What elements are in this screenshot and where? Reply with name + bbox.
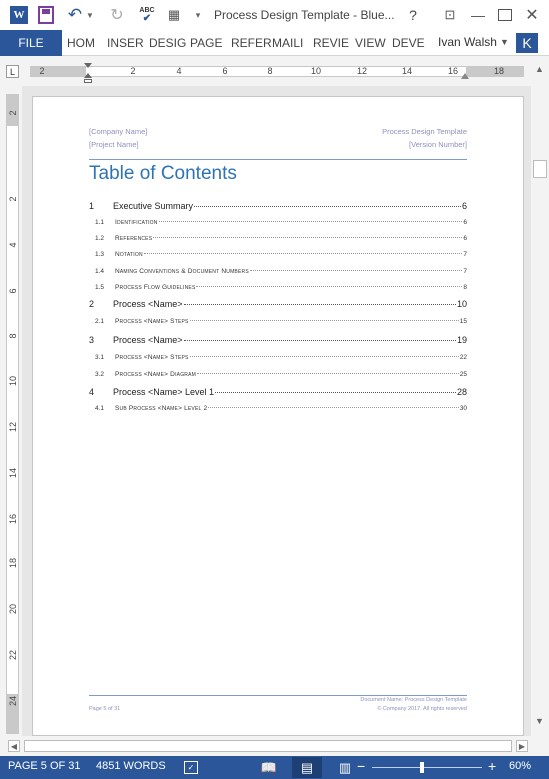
zoom-out-button[interactable]: −: [357, 758, 366, 774]
toc-entry-page: 25: [459, 371, 467, 378]
ruler-tick-label: 2: [130, 66, 136, 76]
toc-entry[interactable]: [89, 387, 467, 397]
tab-stop-selector[interactable]: L: [6, 65, 19, 78]
scroll-right-icon[interactable]: ▶: [516, 740, 528, 752]
toc-entry[interactable]: [89, 284, 467, 291]
toc-entry-title: Process <Name>: [113, 335, 183, 345]
page-count-status[interactable]: PAGE 5 OF 31: [8, 760, 81, 772]
toc-entry-title: Sub Process <Name> Level 2: [115, 405, 208, 412]
read-mode-view-icon[interactable]: 📖: [260, 759, 278, 775]
toc-heading[interactable]: Table of Contents: [89, 163, 237, 184]
maximize-button[interactable]: [498, 9, 512, 21]
horizontal-ruler[interactable]: [30, 66, 524, 77]
ruler-tick-label: 4: [176, 66, 182, 76]
toc-entry-title: Process <Name> Steps: [115, 318, 189, 325]
toc-entry[interactable]: [89, 405, 467, 412]
toc-leader: [197, 373, 459, 374]
footer-document-name[interactable]: Document Name: Process Design Template: [360, 697, 467, 703]
zoom-slider-thumb[interactable]: [420, 762, 424, 773]
ruler-tick-label: 18: [493, 66, 505, 76]
user-name[interactable]: Ivan Walsh: [438, 35, 497, 49]
toc-leader: [194, 206, 461, 207]
tab-home[interactable]: HOM: [67, 36, 95, 50]
word-app-icon[interactable]: W: [10, 6, 28, 24]
first-line-indent-marker[interactable]: [84, 63, 92, 68]
toc-entry-number: 1: [89, 201, 95, 211]
horizontal-scrollbar[interactable]: [0, 736, 549, 756]
spelling-check-icon[interactable]: ABC ✔: [139, 7, 155, 24]
zoom-level[interactable]: 60%: [509, 760, 532, 772]
toc-entry[interactable]: [89, 268, 467, 275]
toc-entry-page: 10: [456, 299, 467, 309]
tab-page-layout[interactable]: PAGE: [190, 36, 223, 50]
print-layout-icon[interactable]: ▦: [167, 7, 181, 22]
toc-entry-title: Naming Conventions & Document Numbers: [115, 268, 249, 275]
minimize-button[interactable]: —: [471, 7, 485, 23]
ruler-tick-label: 8: [8, 333, 18, 339]
toc-leader: [190, 356, 459, 357]
toc-entry[interactable]: [89, 318, 467, 325]
toc-entry-title: Notation: [115, 251, 143, 258]
ruler-tick-label: 2: [8, 196, 18, 202]
toc-leader: [215, 392, 456, 393]
toc-entry-title: Process <Name>: [113, 299, 183, 309]
toc-entry-page: 15: [459, 318, 467, 325]
ruler-tick-label: 10: [310, 66, 322, 76]
header-document-name[interactable]: Process Design Template: [382, 127, 467, 136]
toc-entry-number: 4: [89, 387, 95, 397]
toc-leader: [184, 304, 456, 305]
user-dropdown-icon[interactable]: ▼: [500, 37, 509, 47]
toc-entry-page: 8: [463, 284, 467, 291]
toc-entry-page: 6: [463, 235, 467, 242]
word-count-status[interactable]: 4851 WORDS: [96, 760, 166, 772]
header-rule: [89, 159, 467, 160]
toc-entry[interactable]: [89, 335, 467, 345]
quick-access-dropdown-icon[interactable]: ▾: [195, 9, 201, 20]
ribbon-display-options-icon[interactable]: ⊡: [444, 7, 456, 22]
ruler-tick-label: 16: [8, 513, 18, 524]
toc-entry-number: 3.2: [95, 371, 105, 378]
hanging-indent-marker[interactable]: [84, 73, 92, 78]
toc-entry-page: 7: [463, 268, 467, 275]
toc-entry-number: 1.5: [95, 284, 105, 291]
horizontal-scroll-thumb[interactable]: [24, 740, 512, 752]
toc-entry-page: 30: [459, 405, 467, 412]
toc-entry[interactable]: [89, 371, 467, 378]
tab-insert[interactable]: INSER: [107, 36, 144, 50]
vertical-ruler[interactable]: [6, 94, 19, 734]
toc-entry-number: 2.1: [95, 318, 105, 325]
toc-entry[interactable]: [89, 201, 467, 211]
toc-entry[interactable]: [89, 299, 467, 309]
toc-leader: [190, 320, 459, 321]
toc-leader: [144, 253, 463, 254]
toc-entry-number: 1.3: [95, 251, 105, 258]
undo-dropdown-icon[interactable]: ▼: [86, 10, 94, 20]
footer-page-number[interactable]: Page 5 of 31: [89, 706, 121, 712]
tab-references[interactable]: REFER: [231, 36, 272, 50]
ruler-tick-label: 2: [8, 110, 18, 116]
right-indent-marker[interactable]: [461, 73, 469, 79]
toc-entry-number: 4.1: [95, 405, 105, 412]
scroll-down-icon[interactable]: ▼: [535, 716, 544, 726]
toc-entry[interactable]: [89, 219, 467, 226]
ruler-tick-label: 6: [8, 288, 18, 294]
footer-copyright[interactable]: © Company 2017. All rights reserved: [377, 706, 467, 712]
toc-entry-title: References: [115, 235, 153, 242]
toc-leader: [184, 340, 456, 341]
toc-leader: [250, 270, 463, 271]
ruler-tick-label: 24: [8, 695, 18, 706]
ruler-tick-label: 6: [222, 66, 228, 76]
close-button[interactable]: ✕: [525, 7, 539, 24]
window-title: Process Design Template - Blue...: [214, 8, 395, 22]
toc-entry-number: 1.2: [95, 235, 105, 242]
scroll-left-icon[interactable]: ◀: [8, 740, 20, 752]
toc-entry-title: Process <Name> Diagram: [115, 371, 197, 378]
ruler-tick-label: 8: [267, 66, 273, 76]
title-bar: [0, 0, 549, 30]
ruler-tick-label: 14: [401, 66, 413, 76]
ribbon-tab-bar: [0, 30, 549, 56]
zoom-slider[interactable]: [372, 767, 482, 768]
toc-entry-number: 3: [89, 335, 95, 345]
toc-entry-page: 22: [459, 354, 467, 361]
header-version-number[interactable]: [Version Number]: [409, 140, 467, 149]
toc-entry-number: 3.1: [95, 354, 105, 361]
tab-review[interactable]: REVIE: [313, 36, 350, 50]
ruler-row: [0, 56, 549, 86]
tab-mailings[interactable]: MAILI: [272, 36, 304, 50]
toc-entry-number: 1.1: [95, 219, 105, 226]
toc-entry-title: Identification: [115, 219, 158, 226]
undo-icon[interactable]: ↶: [67, 5, 83, 24]
toc-leader: [196, 286, 462, 287]
toc-entry-title: Executive Summary: [113, 201, 194, 211]
toc-entry[interactable]: [89, 251, 467, 258]
save-icon[interactable]: [38, 6, 54, 24]
toc-entry-page: 6: [463, 219, 467, 226]
web-layout-view-icon[interactable]: ▥: [338, 759, 352, 775]
tab-view[interactable]: VIEW: [355, 36, 386, 50]
ruler-tick-label: 12: [356, 66, 368, 76]
ruler-tick-label: 22: [8, 649, 18, 660]
help-button[interactable]: ?: [409, 7, 417, 23]
toc-entry-page: 19: [456, 335, 467, 345]
ruler-tick-label: 20: [8, 603, 18, 614]
toc-entry[interactable]: [89, 354, 467, 361]
print-layout-view-icon[interactable]: ▤: [292, 757, 322, 778]
document-page[interactable]: [32, 96, 524, 736]
ruler-tick-label: 12: [8, 421, 18, 432]
ruler-tick-label: 18: [8, 557, 18, 568]
vertical-scrollbar[interactable]: [531, 56, 549, 736]
toc-leader: [208, 407, 458, 408]
ruler-tick-label: 14: [8, 467, 18, 478]
ruler-left-margin: [30, 67, 86, 76]
tab-design[interactable]: DESIG: [149, 36, 187, 50]
header-project-name[interactable]: [Project Name]: [89, 140, 139, 149]
footer-rule: [89, 695, 467, 696]
ruler-tick-label: 10: [8, 375, 18, 386]
header-company-name[interactable]: [Company Name]: [89, 127, 148, 136]
tab-developer[interactable]: DEVE: [392, 36, 425, 50]
toc-leader: [159, 221, 463, 222]
left-indent-marker[interactable]: [84, 79, 92, 83]
toc-entry-title: Process <Name> Steps: [115, 354, 189, 361]
toc-entry-page: 28: [456, 387, 467, 397]
ruler-tick-label: 2: [39, 66, 45, 76]
toc-entry-page: 6: [461, 201, 467, 211]
toc-entry[interactable]: [89, 235, 467, 242]
tab-file[interactable]: FILE: [0, 30, 62, 56]
redo-icon[interactable]: ↻: [110, 7, 124, 24]
scroll-up-icon[interactable]: ▲: [535, 64, 544, 74]
ruler-tick-label: 4: [8, 242, 18, 248]
document-canvas[interactable]: [22, 86, 531, 736]
toc-entry-page: 7: [463, 251, 467, 258]
toc-entry-number: 1.4: [95, 268, 105, 275]
toc-leader: [153, 237, 462, 238]
toc-entry-title: Process <Name> Level 1: [113, 387, 215, 397]
toc-entry-title: Process Flow Guidelines: [115, 284, 196, 291]
ruler-tick-label: 16: [447, 66, 459, 76]
proofing-status-icon[interactable]: ✓: [184, 761, 198, 774]
user-avatar[interactable]: K: [516, 33, 538, 53]
vertical-scroll-thumb[interactable]: [533, 160, 547, 178]
zoom-in-button[interactable]: +: [488, 758, 497, 774]
status-bar: [0, 756, 549, 779]
toc-entry-number: 2: [89, 299, 95, 309]
